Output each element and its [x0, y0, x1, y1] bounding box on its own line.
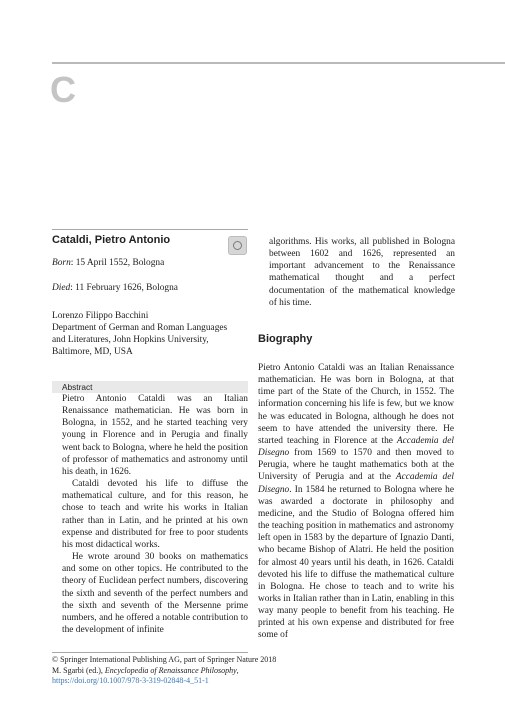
biography-italic: Accademia del Disegno	[258, 435, 454, 459]
abstract-body	[62, 393, 248, 636]
abstract-header	[52, 381, 248, 393]
biography-italic: Accademia del Disegno	[258, 472, 454, 495]
died-label: Died	[52, 283, 71, 293]
reference-suffix: ,	[236, 665, 239, 675]
author-name: Lorenzo Filippo Bacchini	[52, 311, 149, 321]
affiliation-line: Baltimore, MD, USA	[52, 347, 133, 358]
born-line	[52, 258, 164, 268]
top-rule	[52, 62, 505, 64]
abstract-paragraph: Cataldi devoted his life to diffuse the mathematical culture, and for this reason, he chose to teach and write his works in Italian rather than in Latin, and he printed at his own expense and distributed for free to poor students his most didactical works.	[62, 479, 248, 550]
copyright-line: © Springer International Publishing AG, part of Springer Nature 2018	[52, 655, 277, 664]
biography-heading: Biography	[258, 333, 313, 345]
biography-text: Pietro Antonio Cataldi was an Italian Renaissance mathematician. He was born in Bologna, at that time part of the State of the Church, in 1552. The information concerning his life is few, but we know he was educated in Bologna, although he does not seem to have attended the university there. He started teaching in Florence at the	[258, 363, 454, 446]
affiliation-line: Department of German and Roman Languages	[52, 323, 228, 334]
affiliation-line: and Literatures, John Hopkins University,	[52, 335, 209, 346]
died-line	[52, 283, 178, 293]
footer	[52, 655, 312, 687]
biography-text: . In 1584 he returned to Bologna where he was awarded a doctorate in philosophy and medicine, and the Studio of Bologna offered him the teaching position in mathematics and astronomy left open in 1583 by the departure of Ignazio Danti, who became Bishop of Alatri. He held the position for almost 40 years until his death, in 1626. Cataldi devoted his life to diffuse the mathematical culture in Bologna. He chose to teach and to write his works in Italian rather than in Latin, enabling in this way many people to benefit from his teaching. He printed at his own expense and distributed for free some of	[258, 484, 454, 641]
abstract-continuation-text: algorithms. His works, all published in Bologna between 1602 and 1626, represented an important advancement to the Renaissance mathematical thought and a perfect documentation of the mathematical knowledge of his time.	[269, 237, 455, 308]
biography-paragraph	[258, 362, 454, 642]
born-label: Born	[52, 258, 71, 268]
biography-text: from 1569 to 1570 and then moved to Perugia, where he taught mathematics both at the University of Perugia and at the	[258, 448, 454, 483]
biography-body	[258, 362, 454, 642]
abstract-paragraph: He wrote around 30 books on mathematics and some on other topics. He contributed to the theory of Euclidean perfect numbers, discovering the sixth and seventh of the perfect numbers and the sixth and seventh of the Mersenne prime numbers, and he offered a notable contribution to the development of infinite	[62, 552, 248, 635]
search-icon[interactable]	[228, 236, 247, 255]
reference-line	[52, 666, 312, 677]
footer-rule	[52, 652, 248, 653]
abstract-label: Abstract	[62, 382, 93, 392]
abstract-paragraph: Pietro Antonio Cataldi was an Italian Renaissance mathematician. He was born in Bologna, in 1552, and he started teaching very young in Florence and in Perugia and finally went back to Bologna, where he held the position of professor of mathematics and astronomy until his death, in 1626.	[62, 394, 248, 477]
entry-title: Cataldi, Pietro Antonio	[52, 234, 171, 246]
section-letter: C	[50, 69, 76, 110]
author-block	[52, 310, 248, 359]
reference-prefix: M. Sgarbi (ed.),	[52, 665, 105, 675]
reference-title: Encyclopedia of Renaissance Philosophy	[104, 665, 237, 675]
born-value: : 15 April 1552, Bologna	[70, 258, 165, 268]
died-value: : 11 February 1626, Bologna	[70, 283, 178, 293]
abstract-continuation	[269, 236, 455, 309]
doi-link[interactable]: https://doi.org/10.1007/978-3-319-02848-4_51-1	[52, 676, 209, 686]
